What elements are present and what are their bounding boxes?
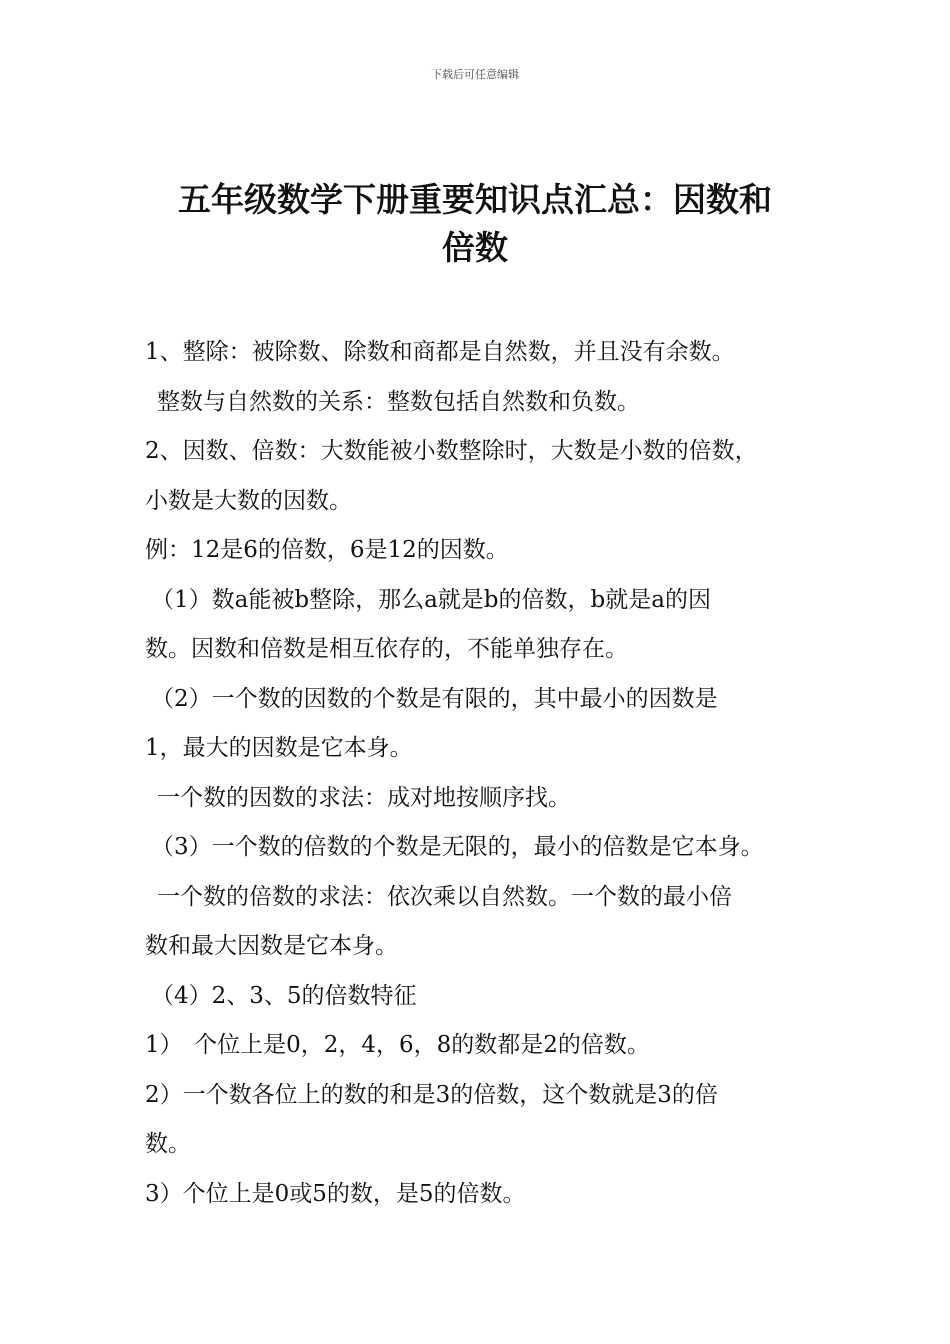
body-line: （3）一个数的倍数的个数是无限的，最小的倍数是它本身。	[151, 834, 764, 860]
body-line: 一个数的倍数的求法：依次乘以自然数。一个数的最小倍	[157, 883, 732, 910]
body-line: 小数是大数的因数。	[145, 487, 352, 514]
body-line: 一个数的因数的求法：成对地按顺序找。	[157, 784, 571, 811]
body-line: （1）数a能被b整除，那么a就是b的倍数，b就是a的因	[151, 586, 711, 613]
body-line: 1，最大的因数是它本身。	[145, 735, 413, 761]
body-line: （2）一个数的因数的个数是有限的，其中最小的因数是	[151, 685, 718, 712]
body-line: 例：12是6的倍数，6是12的因数。	[145, 537, 509, 563]
title-line-2: 倍数	[442, 228, 508, 267]
body-line: 数。	[145, 1131, 191, 1157]
body-line: 数和最大因数是它本身。	[145, 933, 398, 959]
body-line: 1、整除：被除数、除数和商都是自然数，并且没有余数。	[145, 339, 735, 365]
document-body	[145, 328, 825, 1219]
page-header-note: 下载后可任意编辑	[431, 68, 519, 81]
document-title	[140, 176, 810, 272]
body-line: （4）2、3、5的倍数特征	[151, 982, 417, 1009]
body-line: 数。因数和倍数是相互依存的，不能单独存在。	[145, 636, 628, 662]
body-line: 2、因数、倍数：大数能被小数整除时，大数是小数的倍数，	[145, 438, 758, 464]
title-line-1: 五年级数学下册重要知识点汇总：因数和	[178, 180, 772, 219]
body-line: 2）一个数各位上的数的和是3的倍数，这个数就是3的倍	[145, 1081, 718, 1108]
body-line: 1） 个位上是0，2，4，6，8的数都是2的倍数。	[145, 1032, 650, 1058]
body-line: 整数与自然数的关系：整数包括自然数和负数。	[157, 388, 640, 415]
body-line: 3）个位上是0或5的数，是5的倍数。	[145, 1180, 526, 1207]
